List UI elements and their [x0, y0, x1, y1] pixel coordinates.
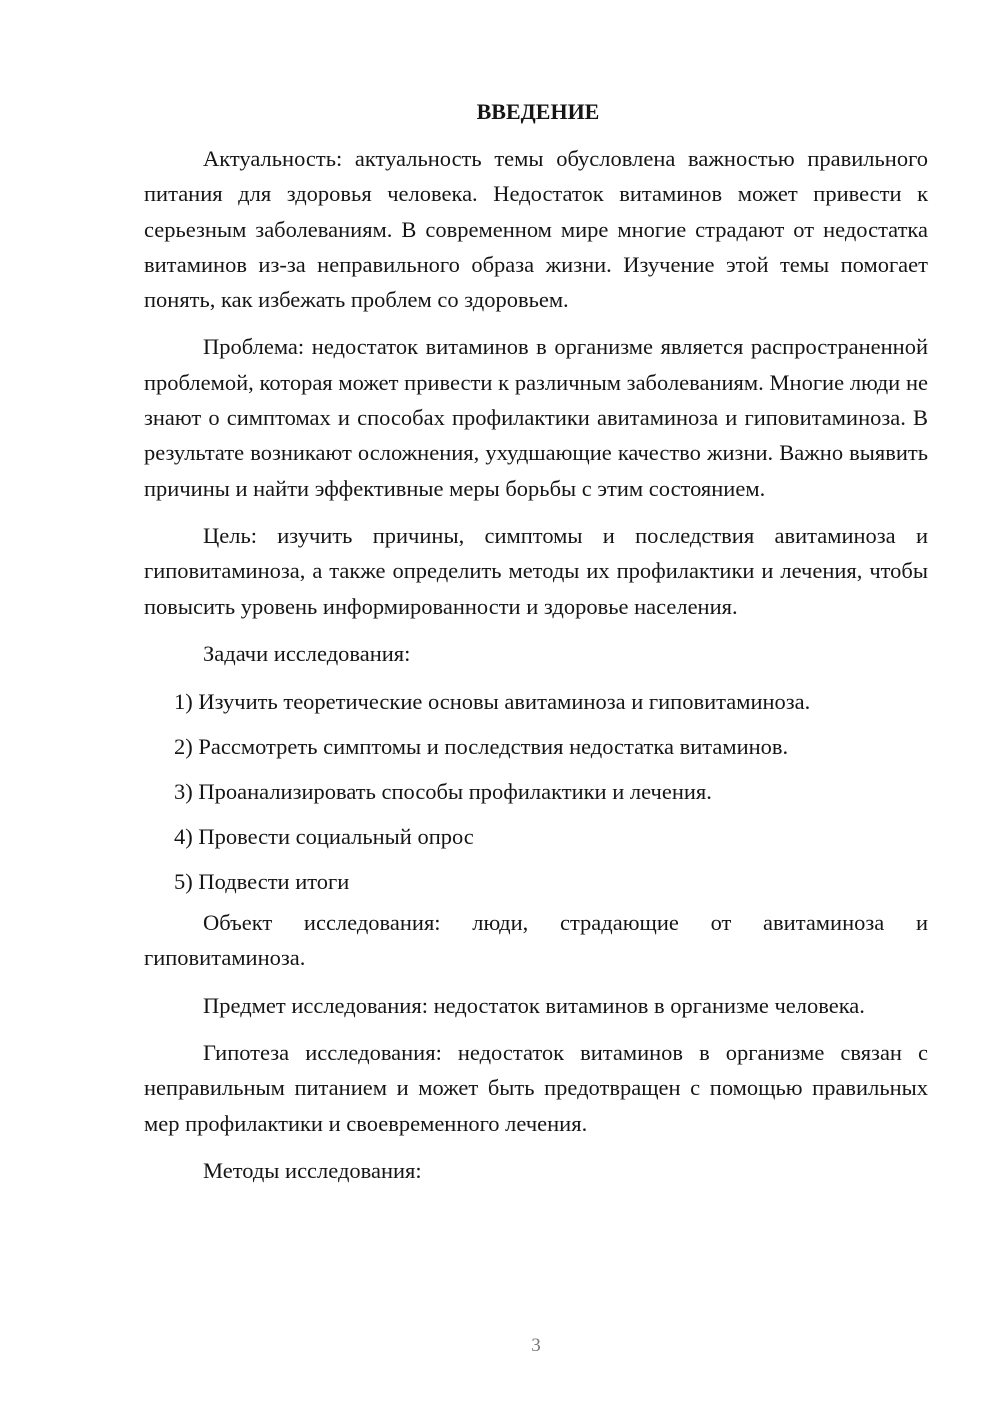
object-paragraph: Объект исследования: люди, страдающие от авитаминоза и гиповитаминоза. — [144, 910, 928, 971]
hypothesis-paragraph: Гипотеза исследования: недостаток витаминов в организме связан с неправильным питанием и может быть предотвращен с помощью правильных мер профилактики и своевременного лечения. — [144, 1040, 928, 1136]
list-item: 3) Проанализировать способы профилактики и лечения. — [174, 779, 712, 805]
list-item: 2) Рассмотреть симптомы и последствия недостатка витаминов. — [174, 734, 789, 760]
problem-paragraph: Проблема: недостаток витаминов в организме является распространенной проблемой, которая может привести к различным заболеваниям. Многие люди не знают о симптомах и способах профилактики авитаминоза и гиповитаминоза. В результате возникают осложнения, ухудшающие качество жизни. Важно выявить причины и найти эффективные меры борьбы с этим состоянием. — [144, 334, 928, 501]
subject-paragraph: Предмет исследования: недостаток витаминов в организме человека. — [203, 992, 865, 1018]
tasks-list — [144, 679, 928, 904]
list-item: 5) Подвести итоги — [174, 869, 350, 895]
methods-title: Методы исследования: — [203, 1157, 422, 1183]
goal-paragraph: Цель: изучить причины, симптомы и последствия авитаминоза и гиповитаминоза, а также определить методы их профилактики и лечения, чтобы повысить уровень информированности и здоровье населения. — [144, 522, 928, 619]
tasks-title: Задачи исследования: — [203, 640, 411, 666]
relevance-paragraph: Актуальность: актуальность темы обусловлена важностью правильного питания для здоровья человека. Недостаток витаминов может привести к серьезным заболеваниям. В современном мире многие страдают от недостатка витаминов из-за неправильного образа жизни. Изучение этой темы помогает понять, как избежать проблем со здоровьем. — [144, 146, 928, 313]
list-item: 4) Провести социальный опрос — [174, 824, 474, 850]
page-number: 3 — [531, 1335, 541, 1356]
page-content — [144, 97, 928, 1200]
list-item: 1) Изучить теоретические основы авитаминоза и гиповитаминоза. — [174, 689, 811, 715]
section-heading: ВВЕДЕНИЕ — [476, 99, 600, 124]
